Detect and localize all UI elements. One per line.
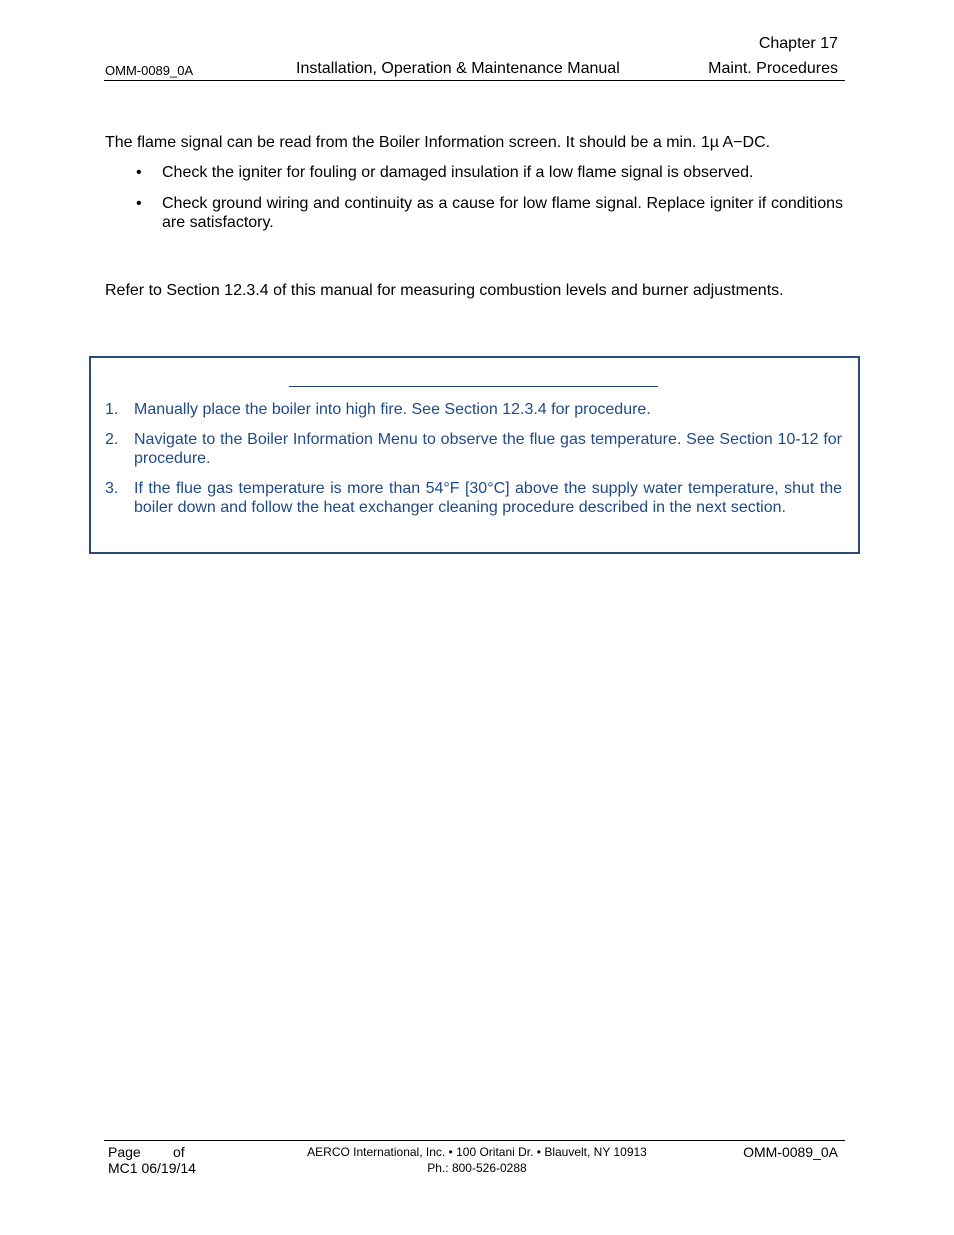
footer-phone: Ph.: 800-526-0288 xyxy=(427,1161,527,1175)
procedure-box-title-rule xyxy=(289,386,658,387)
list-item-text: Check the igniter for fouling or damaged insulation if a low flame signal is observed. xyxy=(162,164,754,181)
list-item xyxy=(105,163,843,182)
bullet-icon: • xyxy=(136,164,142,181)
footer-doc-number: OMM-0089_0A xyxy=(743,1144,838,1160)
step-text: If the flue gas temperature is more than 54°F [30°C] above the supply water temperature, shut the boiler down and follow the heat exchanger cleaning procedure described in the next section. xyxy=(134,479,842,516)
header-section: Maint. Procedures xyxy=(708,60,838,77)
header-chapter: Chapter 17 xyxy=(758,35,838,52)
header-divider xyxy=(104,80,845,81)
refer-paragraph: Refer to Section 12.3.4 of this manual for measuring combustion levels and burner adjustments. xyxy=(105,282,784,299)
procedure-steps xyxy=(105,400,842,528)
header-doc-number: OMM-0089_0A xyxy=(105,63,194,78)
flame-signal-paragraph: The flame signal can be read from the Boiler Information screen. It should be a min. 1µ A−DC. xyxy=(105,134,771,151)
footer-divider xyxy=(104,1140,845,1141)
step-number: 1. xyxy=(105,401,119,418)
igniter-check-list xyxy=(105,163,843,244)
step-number: 3. xyxy=(105,479,119,497)
procedure-step xyxy=(105,400,842,420)
procedure-step xyxy=(105,430,842,469)
footer-revision: MC1 06/19/14 xyxy=(108,1160,196,1176)
footer-company-address: AERCO International, Inc. • 100 Oritani Dr. • Blauvelt, NY 10913 xyxy=(307,1145,647,1159)
list-item xyxy=(105,194,843,232)
step-text: Navigate to the Boiler Information Menu to observe the flue gas temperature. See Section 10-12 for procedure. xyxy=(134,430,842,467)
step-number: 2. xyxy=(105,430,119,448)
list-item-text: Check ground wiring and continuity as a cause for low flame signal. Replace igniter if conditions are satisfactory. xyxy=(162,195,843,231)
header-manual-title: Installation, Operation & Maintenance Manual xyxy=(296,60,620,77)
step-text: Manually place the boiler into high fire. See Section 12.3.4 for procedure. xyxy=(134,401,651,418)
procedure-step xyxy=(105,479,842,518)
footer-of-label: of xyxy=(173,1144,185,1160)
bullet-icon: • xyxy=(136,195,142,212)
footer-page-label: Page xyxy=(108,1144,141,1160)
